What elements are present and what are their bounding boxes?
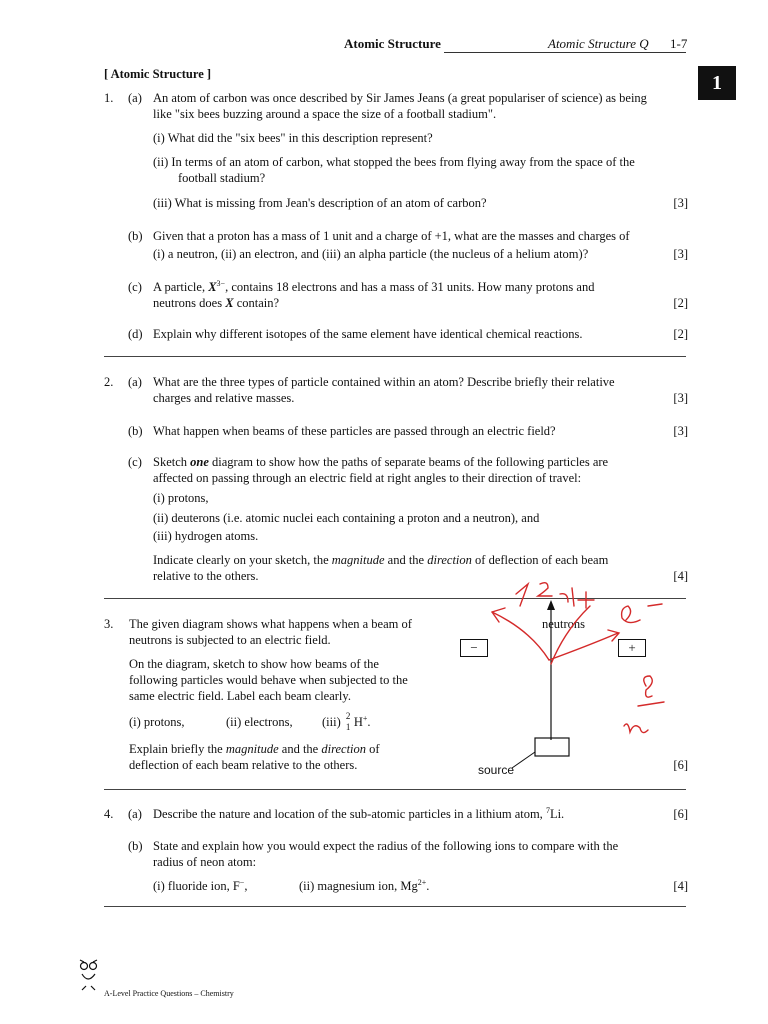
q4-number: 4.: [104, 807, 114, 821]
q3-magnitude: magnitude: [225, 742, 279, 756]
q2c-last: relative to the others.: [153, 569, 259, 583]
q4a-label: (a): [128, 807, 142, 821]
q1d-mark: [2]: [673, 327, 688, 341]
header-page-number: 1-7: [670, 36, 688, 51]
q3-text: of: [366, 742, 380, 756]
header-title: Atomic Structure: [344, 36, 441, 51]
isotope-atomic-number: 1: [345, 722, 351, 732]
q1a-iii: (iii) What is missing from Jean's description of an atom of carbon?: [153, 196, 487, 210]
q4b-line: radius of neon atom:: [153, 855, 257, 869]
q2b-label: (b): [128, 424, 143, 438]
q4b-text: .: [426, 879, 430, 893]
q2c-text: Indicate clearly on your sketch, the: [153, 553, 332, 567]
q4a-mass-number: 7: [545, 805, 550, 815]
q1a-label: (a): [128, 91, 142, 105]
q1c-particle-x: X: [208, 280, 217, 294]
q3-item-protons: (i) protons,: [129, 715, 185, 729]
owl-icon: [80, 960, 97, 990]
isotope-symbol: H: [353, 715, 363, 729]
q3-item-electrons: (ii) electrons,: [226, 715, 293, 729]
isotope-charge: +: [362, 713, 368, 723]
q2c-i: (i) protons,: [153, 491, 209, 505]
isotope-mass-number: 2: [345, 711, 351, 721]
q2b-line: What happen when beams of these particles are passed through an electric field?: [153, 424, 556, 438]
q2c-line2: affected on passing through an electric field at right angles to their direction of travel:: [153, 471, 582, 485]
q2b-mark: [3]: [673, 424, 688, 438]
q3-line: On the diagram, sketch to show how beams of the: [129, 657, 379, 671]
q3-mark: [6]: [673, 758, 688, 772]
q1a-ii-cont: football stadium?: [178, 171, 266, 185]
q2c-iii: (iii) hydrogen atoms.: [153, 529, 259, 543]
q3-direction: direction: [321, 742, 367, 756]
q4b-charge: 2+: [417, 877, 427, 887]
q3-item-label: (iii): [322, 715, 341, 729]
q2c-text: diagram to show how the paths of separate beams of the following particles are: [208, 455, 609, 469]
q2c-magnitude: magnitude: [331, 553, 385, 567]
q4b-mark: [4]: [673, 879, 688, 893]
q4b-label: (b): [128, 839, 143, 853]
q3-line: following particles would behave when subjected to the: [129, 673, 408, 687]
q2c-text: and the: [384, 553, 428, 567]
q1a-ii: (ii) In terms of an atom of carbon, what stopped the bees from flying away from the space of the: [153, 155, 635, 169]
footer-text: A-Level Practice Questions – Chemistry: [104, 989, 234, 998]
q1a-line: like "six bees buzzing around a space the size of a football stadium".: [153, 107, 497, 121]
q2c-mark: [4]: [673, 569, 688, 583]
q4b-charge: −: [239, 877, 245, 887]
q2-number: 2.: [104, 375, 114, 389]
q4a-text: Describe the nature and location of the sub-atomic particles in a lithium atom,: [153, 807, 546, 821]
q2c-label: (c): [128, 455, 142, 469]
negative-plate: −: [460, 639, 488, 657]
q1c-label: (c): [128, 280, 142, 294]
q2c-ii: (ii) deuterons (i.e. atomic nuclei each containing a proton and a neutron), and: [153, 511, 540, 525]
q1a-line: An atom of carbon was once described by Sir James Jeans (a great populariser of science) as being: [153, 91, 647, 105]
q3-last: deflection of each beam relative to the others.: [129, 758, 358, 772]
section-title: [ Atomic Structure ]: [104, 67, 212, 81]
q2a-mark: [3]: [673, 391, 688, 405]
q1b-label: (b): [128, 229, 143, 243]
q1b-mark: [3]: [673, 247, 688, 261]
q1b-line: Given that a proton has a mass of 1 unit and a charge of +1, what are the masses and charges of: [153, 229, 630, 243]
q1c-particle-x: X: [225, 296, 234, 310]
q2c-emphasis: one: [190, 455, 209, 469]
q3-number: 3.: [104, 617, 114, 631]
q1c-text: , contains 18 electrons and has a mass of 31 units. How many protons and: [225, 280, 595, 294]
q3-line: The given diagram shows what happens when a beam of: [129, 617, 412, 631]
q1d-label: (d): [128, 327, 143, 341]
q3-line: neutrons is subjected to an electric field.: [129, 633, 331, 647]
q1d-line: Explain why different isotopes of the same element have identical chemical reactions.: [153, 327, 583, 341]
q2c-text: of deflection of each beam: [471, 553, 609, 567]
q1c-charge: 3−: [216, 278, 226, 288]
neutrons-label: neutrons: [542, 617, 586, 631]
q1c-text: contain?: [233, 296, 280, 310]
q3-text: Explain briefly the: [129, 742, 226, 756]
q1c-mark: [2]: [673, 296, 688, 310]
q2a-line: What are the three types of particle contained within an atom? Describe briefly their relative: [153, 375, 615, 389]
q2a-line: charges and relative masses.: [153, 391, 295, 405]
q3-text: and the: [278, 742, 322, 756]
positive-plate: +: [618, 639, 646, 657]
q2a-label: (a): [128, 375, 142, 389]
q1c-text: A particle,: [153, 280, 209, 294]
q4a-mark: [6]: [673, 807, 688, 821]
q4b-text: (i) fluoride ion, F: [153, 879, 240, 893]
q1a-mark: [3]: [673, 196, 688, 210]
q3-line: same electric field. Label each beam clearly.: [129, 689, 351, 703]
q4b-text: ,: [244, 879, 248, 893]
q4b-text: (ii) magnesium ion, Mg: [299, 879, 418, 893]
q4a-text: Li.: [549, 807, 565, 821]
q1a-i: (i) What did the "six bees" in this description represent?: [153, 131, 433, 145]
q1c-text: neutrons does: [153, 296, 226, 310]
q1b-parts: (i) a neutron, (ii) an electron, and (iii) an alpha particle (the nucleus of a helium atom)?: [153, 247, 589, 261]
chapter-tab: 1: [698, 66, 736, 100]
header-section-title: Atomic Structure Q: [548, 36, 649, 51]
source-label: source: [478, 763, 515, 777]
q1-number: 1.: [104, 91, 114, 105]
q2c-text: Sketch: [153, 455, 191, 469]
q3-item-text: .: [367, 715, 371, 729]
q2c-direction: direction: [427, 553, 472, 567]
q4b-line: State and explain how you would expect the radius of the following ions to compare with the: [153, 839, 619, 853]
